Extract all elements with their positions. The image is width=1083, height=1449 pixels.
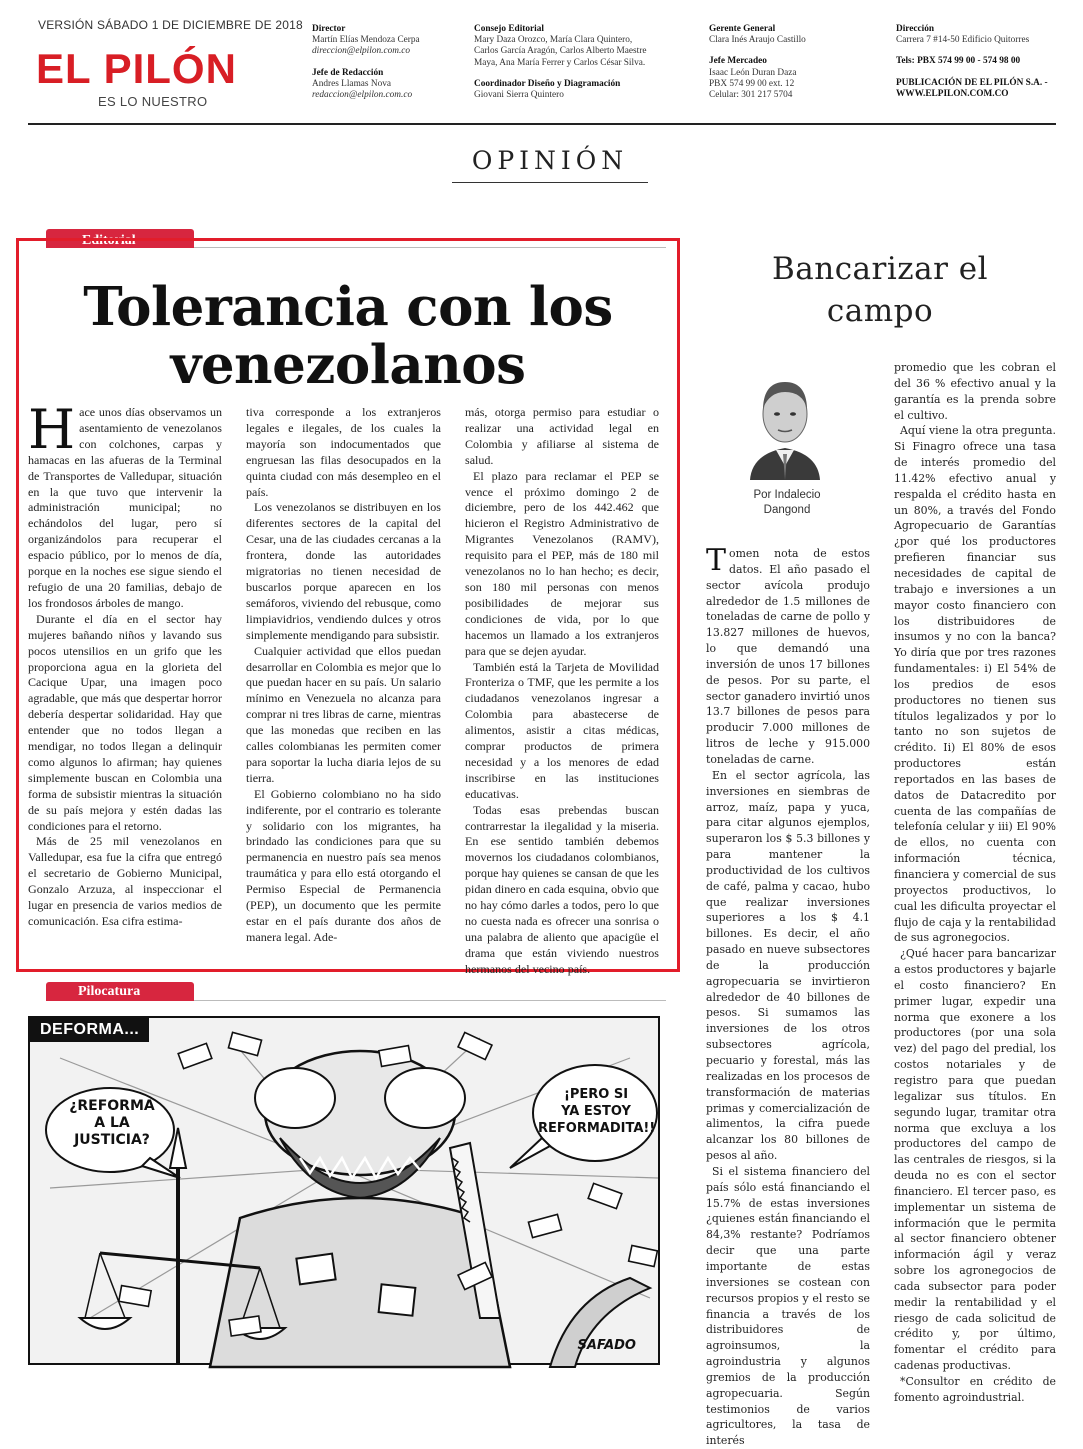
speech-bubble-right — [538, 1086, 654, 1137]
staff-phone: Celular: 301 217 5704 — [709, 90, 793, 101]
cartoon-title: DEFORMA... — [30, 1018, 149, 1042]
column-body-2 — [894, 360, 1056, 1406]
paragraph-text: ace unos días observamos un asentamiento de venezolanos con colchones, carpas y hamacas en las afueras de la Terminal de Transportes de Valledupar, situación en la que tuvo que intervenir la administración municipal; no echándolos del lugar, pero sí organizándolos para recuperar el espacio público, por lo menos de día, porque en la noches ese sigue siendo el refugio de una 20 familias, debajo de los frondosos árboles de mango. — [28, 405, 222, 610]
column-body-1 — [706, 543, 870, 1449]
publisher: PUBLICACIÓN DE EL PILÓN S.A. - — [896, 77, 1048, 88]
paragraph: En el sector agrícola, las inversiones en siembras de arroz, maíz, papa y yuca, para citar algunos ejemplos, superaron los $ 5.3 billones y para mantener la productividad de los cultivos de café, palma y cacao, hubo que realizar inversiones superiores a los $ 4.1 billones. Es decir, el año pasado en nueve subsectores de la producción agropecuaria se invirtieron alrededor de 40 billones de pesos. Si sumamos las inversiones de los otros subsectores agrícola, pecuario y forestal, más las realizadas en los procesos de transformación de materias primas y comercialización de alimentos, la cifra puede alcanzar los 80 billones de pesos al año. — [706, 768, 870, 1163]
staff-phone: PBX 574 99 00 ext. 12 — [709, 78, 795, 89]
headline-line: Bancarizar el — [771, 251, 989, 287]
column-byline — [740, 488, 834, 518]
drop-cap: H — [28, 398, 76, 461]
byline-line: Por Indalecio — [753, 489, 821, 501]
staff-name: Mary Daza Orozco, María Clara Quintero, — [474, 35, 633, 46]
paragraph-text: omen nota de estos datos. El año pasado el sector avícola produjo alrededor de 1.5 millones de toneladas de carne de pollo y 13.827 millones de huevos, lo que demandó una inversión de unos 17 billones de pesos. Por su parte, el sector ganadero invirtió unos 13.7 billones de pesos para producir 7.000 millones de litros de leche y 915.000 toneladas de carne. — [706, 547, 870, 766]
column-headline — [720, 248, 1040, 332]
role-label: Dirección — [896, 24, 935, 34]
byline-line: Dangond — [763, 504, 811, 516]
role-label: Jefe de Redacción — [312, 67, 384, 78]
masthead — [28, 14, 1058, 126]
editorial-column-3 — [465, 405, 659, 978]
staff-name: Maya, Ana María Ferrer y Carlos César Silva. — [474, 57, 646, 68]
role-label: Director — [312, 24, 346, 34]
staff-name: Clara Inés Araujo Castillo — [709, 35, 806, 46]
cartoonist-signature: SAFADO — [577, 1338, 636, 1353]
staff-name: Isaac León Duran Daza — [709, 67, 797, 78]
staff-email[interactable]: direccion@elpilon.com.co — [312, 46, 411, 57]
paragraph: Todas esas prebendas buscan contrarrestar la ilegalidad y la miseria. En ese sentido también debemos movernos los ciudadanos colombianos, porque hay quienes se cansan de que les pidan dinero en cada esquina, obvio que no hay cómo darles a todos, pero lo que no cuesta nada es ofrecer una sonrisa o una palabra de aliento que apacigüe el drama que están viviendo nuestros hermanos del vecino país. — [465, 802, 659, 976]
address: Carrera 7 #14-50 Edificio Quitorres — [896, 35, 1030, 46]
paragraph: El Gobierno colombiano no ha sido indiferente, por el contrario es tolerante y solidario con los migrantes, ha brindado las condiciones para que su permanencia en nuestro país sea menos traumática y para ello está otorgando el Permiso Especial de Permanencia (PEP), un documento que les permite estar en el país durante dos años de manera legal. Ade- — [246, 786, 441, 944]
paragraph: El plazo para reclamar el PEP se vence el próximo domingo 2 de diciembre, pero de los 442.462 que hicieron el Registro Administrativo de Migrantes Venezolanos (RAMV), requisito para el PEP, más de 180 mil venezolanos no lo han hecho; es decir, son 180 mil personas con menos posibilidades de mejorar sus condiciones de vida, por lo que hacemos un llamado a los extranjeros para que se dejen ayudar. — [465, 468, 659, 658]
bubble-line: ¡PERO SI — [563, 1087, 629, 1102]
staff-director-block — [312, 24, 472, 101]
paragraph: tiva corresponde a los extranjeros legales e ilegales, de los cuales la mayoría son indocumentados que engruesan las filas desocupados en la quinta ciudad con más desempleo en el país. — [246, 405, 441, 499]
bubble-line: REFORMADITA!! — [538, 1121, 656, 1136]
masthead-divider — [28, 123, 1056, 125]
staff-gerencia-block — [709, 24, 879, 101]
author-note: *Consultor en crédito de fomento agroindustrial. — [894, 1375, 1056, 1404]
tagline: ES LO NUESTRO — [98, 94, 208, 109]
staff-direccion-block — [896, 24, 1058, 100]
paragraph: más, otorga permiso para estudiar o realizar una actividad legal en Colombia y afiliarse al sistema de salud. — [465, 405, 659, 467]
paragraph: ¿Qué hacer para bancarizar a estos productores y bajarle el costo financiero? En primer lugar, expedir una norma que exonere a los productores (por una sola vez) del pago del predial, los costos notariales y de registro para que puedan legalizar sus títulos. En segundo lugar, tramitar otra norma que excluya a los productores del campo de las centrales de riesgos, si la deuda no es con el sector financiero. El tercer paso, es implementar un sistema de información que le permita al sector financiero obtener información ágil y veraz sobre los agronegocios de cada subsector para poder medir la rentabilidad y el riesgo de cada solicitud de crédito y, por último, fomentar el crédito para cadenas productivas. — [894, 947, 1056, 1373]
edition-date: VERSIÓN SÁBADO 1 DE DICIEMBRE DE 2018 — [38, 18, 303, 32]
paragraph: Cualquier actividad que ellos puedan desarrollar en Colombia es mejor que lo que puedan hacer en su país. Un salario mínimo en Venezuela no alcanza para comprar ni tres libras de carne, mientras que las monedas que reciben en las calles colombianas les permiten comer para soportar la lucha diaria lejos de su tierra. — [246, 643, 441, 785]
paragraph: Aquí viene la otra pregunta. Si Finagro ofrece una tasa de interés promedio del 11.42% efectivo anual y respalda el crédito hasta en un 80%, a través del Fondo Agropecuario de Garantías ¿por qué los productores prefieren financiar sus necesidades de capital de trabajo e inversiones a un mayor costo financiero con los distribuidores de insumos y no con la banca? Yo diría que por tres razones fundamentales: i) El 54% de los predios de esos productores no tienen sus títulos legalizados y por lo tanto no son sujetos de crédito. Ii) El 80% de esos productores están reportados en las bases de datos de Datacredito por cuenta de las compañías de telefonía celular y iii) El 90% de ellos, no cuenta con información técnica, financiera y comercial de sus proyectos productivos, lo cual les dificulta proyectar el flujo de caja y la rentabilidad de sus agronegocios. — [894, 424, 1056, 945]
role-label: Consejo Editorial — [474, 24, 544, 34]
bubble-line: A LA — [94, 1115, 130, 1131]
staff-name: Carlos García Aragón, Carlos Alberto Maestre — [474, 46, 647, 57]
website-link[interactable]: WWW.ELPILON.COM.CO — [896, 88, 1009, 99]
speech-bubble-left — [60, 1098, 164, 1149]
section-title: OPINIÓN — [471, 146, 629, 175]
role-label: Gerente General — [709, 24, 776, 34]
newspaper-logo[interactable]: EL PILÓN — [36, 45, 237, 92]
staff-name: Martín Elías Mendoza Cerpa — [312, 35, 420, 46]
cartoon-illustration — [30, 1018, 662, 1367]
staff-name: Andres Llamas Nova — [312, 78, 392, 89]
paragraph: promedio que les cobran el del 36 % efectivo anual y la garantía es la prenda sobre el cultivo. — [894, 361, 1056, 422]
role-label: Coordinador Diseño y Diagramación — [474, 78, 621, 89]
paragraph: Si el sistema financiero del país sólo está financiando el 15.7% de estas inversiones ¿quienes están financiando el 84,3% restante? Podríamos decir que una parte importante de estas inversiones se costean con recursos propios y el resto se financia a través de los distribuidores de agroinsumos, la agroindustria y algunos gremios de la producción agropecuaria. Según testimonios de varios agricultores, la tasa de interés — [706, 1164, 870, 1448]
paragraph: Más de 25 mil venezolanos en Valledupar, esa fue la cifra que entregó el secretario de Gobierno Municipal, Gonzalo Arzuza, al inspeccionar el lugar en presencia de varios medios de comunicación. Esa cifra estima- — [28, 834, 222, 928]
headline-line: Tolerancia con los — [83, 276, 613, 338]
author-portrait — [742, 362, 828, 480]
bubble-line: YA ESTOY — [561, 1104, 631, 1119]
role-label: Jefe Mercadeo — [709, 56, 767, 67]
editorial-tab-label: Editorial — [82, 233, 136, 248]
section-underline — [452, 182, 648, 183]
staff-name: Giovani Sierra Quintero — [474, 90, 564, 101]
bubble-line: ¿REFORMA — [69, 1098, 155, 1114]
headline-line: venezolanos — [170, 334, 526, 396]
pilocatura-tab: Pilocatura — [46, 982, 194, 1001]
staff-consejo-block — [474, 24, 694, 101]
editorial-headline — [22, 278, 674, 394]
phone-numbers: Tels: PBX 574 99 00 - 574 98 00 — [896, 56, 1021, 67]
paragraph: También está la Tarjeta de Movilidad Fronteriza o TMF, que les permite a los ciudadanos venezolanos ingresar a Colombia para abastecerse de alimentos, asistir a citas médicas, comprar productos de primera necesidad y a los menores de edad inscribirse en las instituciones educativas. — [465, 659, 659, 801]
drop-cap: T — [706, 543, 727, 578]
editorial-column-1 — [28, 398, 222, 930]
staff-email[interactable]: redaccion@elpilon.com.co — [312, 90, 413, 101]
bubble-line: JUSTICIA? — [74, 1132, 150, 1148]
editorial-column-2 — [246, 405, 441, 946]
paragraph — [28, 398, 222, 612]
paragraph: Durante el día en el sector hay mujeres bañando niños y lavando sus pocos utensilios en un grifo que les proporciona agua en la glorieta del Cacique Upar, una imagen poco agradable, que más que despertar horror debería despertar solidaridad. Hay que entender que no todos llegan a mendigar, no todos llegan a delinquir como algunos lo afirman; hay quienes simplemente buscan en Colombia una forma de subsistir mientras la situación de su país mejora y estén dadas las condiciones para el retorno. — [28, 611, 222, 833]
paragraph: Los venezolanos se distribuyen en los diferentes sectores de la capital del Cesar, una de las ciudades cercanas a la frontera, donde las autoridades migratorias no tienen necesidad de buscarlos porque aparecen en los semáforos, viviendo del rebusque, como limpiavidrios, vendiendo dulces y otros simplemente mendigando para subsistir. — [246, 500, 441, 642]
paragraph — [706, 543, 870, 768]
editorial-cartoon — [28, 1016, 660, 1365]
headline-line: campo — [826, 293, 934, 329]
